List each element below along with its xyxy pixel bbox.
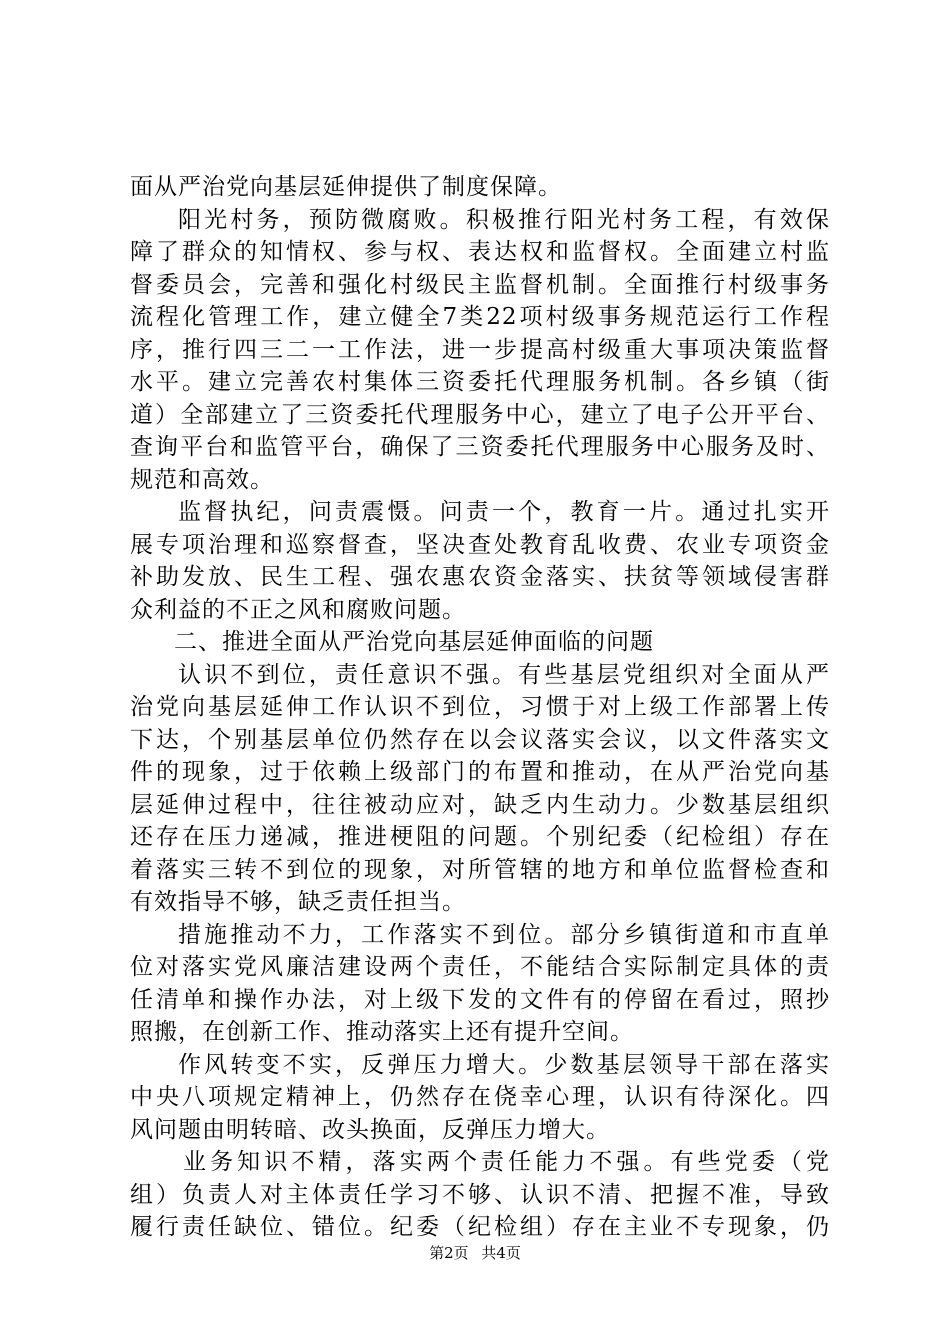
text-line: 流程化管理工作，建立健全7类22项村级事务规范运行工作程 bbox=[130, 304, 830, 330]
text-line: 层延伸过程中，往往被动应对，缺乏内生动力。少数基层组织 bbox=[130, 791, 830, 818]
text-line: 还存在压力递减，推进梗阻的问题。个别纪委（纪检组）存在 bbox=[130, 824, 830, 850]
text-line: 着落实三转不到位的现象，对所管辖的地方和单位监督检查和 bbox=[130, 856, 830, 883]
text-line: 障了群众的知情权、参与权、表达权和监督权。全面建立村监 bbox=[130, 239, 830, 265]
text-line: 措施推动不力，工作落实不到位。部分乡镇街道和市直单 bbox=[178, 921, 830, 948]
text-line: 督委员会，完善和强化村级民主监督机制。全面推行村级事务 bbox=[130, 271, 830, 298]
text-line: 认识不到位，责任意识不强。有些基层党组织对全面从严 bbox=[178, 661, 830, 688]
section-heading: 二、推进全面从严治党向基层延伸面临的问题 bbox=[174, 629, 654, 655]
page-footer bbox=[0, 1243, 950, 1263]
text-line: 有效指导不够，缺乏责任担当。 bbox=[130, 889, 466, 915]
text-line: 监督执纪，问责震慑。问责一个，教育一片。通过扎实开 bbox=[178, 499, 830, 525]
text-line: 下达，个别基层单位仍然存在以会议落实会议，以文件落实文 bbox=[130, 726, 830, 753]
text-line: 查询平台和监管平台，确保了三资委托代理服务中心服务及时、 bbox=[130, 434, 830, 460]
text-line: 照搬，在创新工作、推动落实上还有提升空间。 bbox=[130, 1019, 634, 1045]
text-line: 治党向基层延伸工作认识不到位，习惯于对上级工作部署上传 bbox=[130, 694, 830, 720]
text-line: 展专项治理和巡察督查，坚决查处教育乱收费、农业专项资金 bbox=[130, 531, 830, 558]
text-line: 件的现象，过于依赖上级部门的布置和推动，在从严治党向基 bbox=[130, 759, 830, 785]
text-line: 众利益的不正之风和腐败问题。 bbox=[130, 596, 466, 623]
text-line: 风问题由明转暗、改头换面，反弹压力增大。 bbox=[130, 1116, 610, 1143]
text-line: 道）全部建立了三资委托代理服务中心，建立了电子公开平台、 bbox=[130, 401, 830, 428]
document-body bbox=[130, 171, 830, 1244]
text-line: 位对落实党风廉洁建设两个责任，不能结合实际制定具体的责 bbox=[130, 954, 830, 980]
page-total: 共4页 bbox=[481, 1244, 521, 1262]
text-line: 补助发放、民生工程、强农惠农资金落实、扶贫等领域侵害群 bbox=[130, 564, 830, 590]
text-line: 面从严治党向基层延伸提供了制度保障。 bbox=[130, 174, 562, 200]
page-number: 第2页 bbox=[429, 1244, 469, 1262]
text-line: 中央八项规定精神上，仍然存在侥幸心理，认识有待深化。四 bbox=[130, 1084, 830, 1110]
text-line: 水平。建立完善农村集体三资委托代理服务机制。各乡镇（街 bbox=[130, 369, 830, 395]
text-line: 规范和高效。 bbox=[130, 466, 274, 493]
text-line: 作风转变不实，反弹压力增大。少数基层领导干部在落实 bbox=[178, 1051, 830, 1078]
text-line: 阳光村务，预防微腐败。积极推行阳光村务工程，有效保 bbox=[178, 206, 830, 233]
text-line: 组）负责人对主体责任学习不够、认识不清、把握不准，导致 bbox=[130, 1181, 830, 1208]
text-line: 业务知识不精，落实两个责任能力不强。有些党委（党 bbox=[183, 1149, 830, 1175]
text-line: 履行责任缺位、错位。纪委（纪检组）存在主业不专现象，仍 bbox=[130, 1214, 830, 1240]
text-line: 序，推行四三二一工作法，进一步提高村级重大事项决策监督 bbox=[130, 336, 830, 363]
text-line: 任清单和操作办法，对上级下发的文件有的停留在看过，照抄 bbox=[130, 986, 830, 1013]
